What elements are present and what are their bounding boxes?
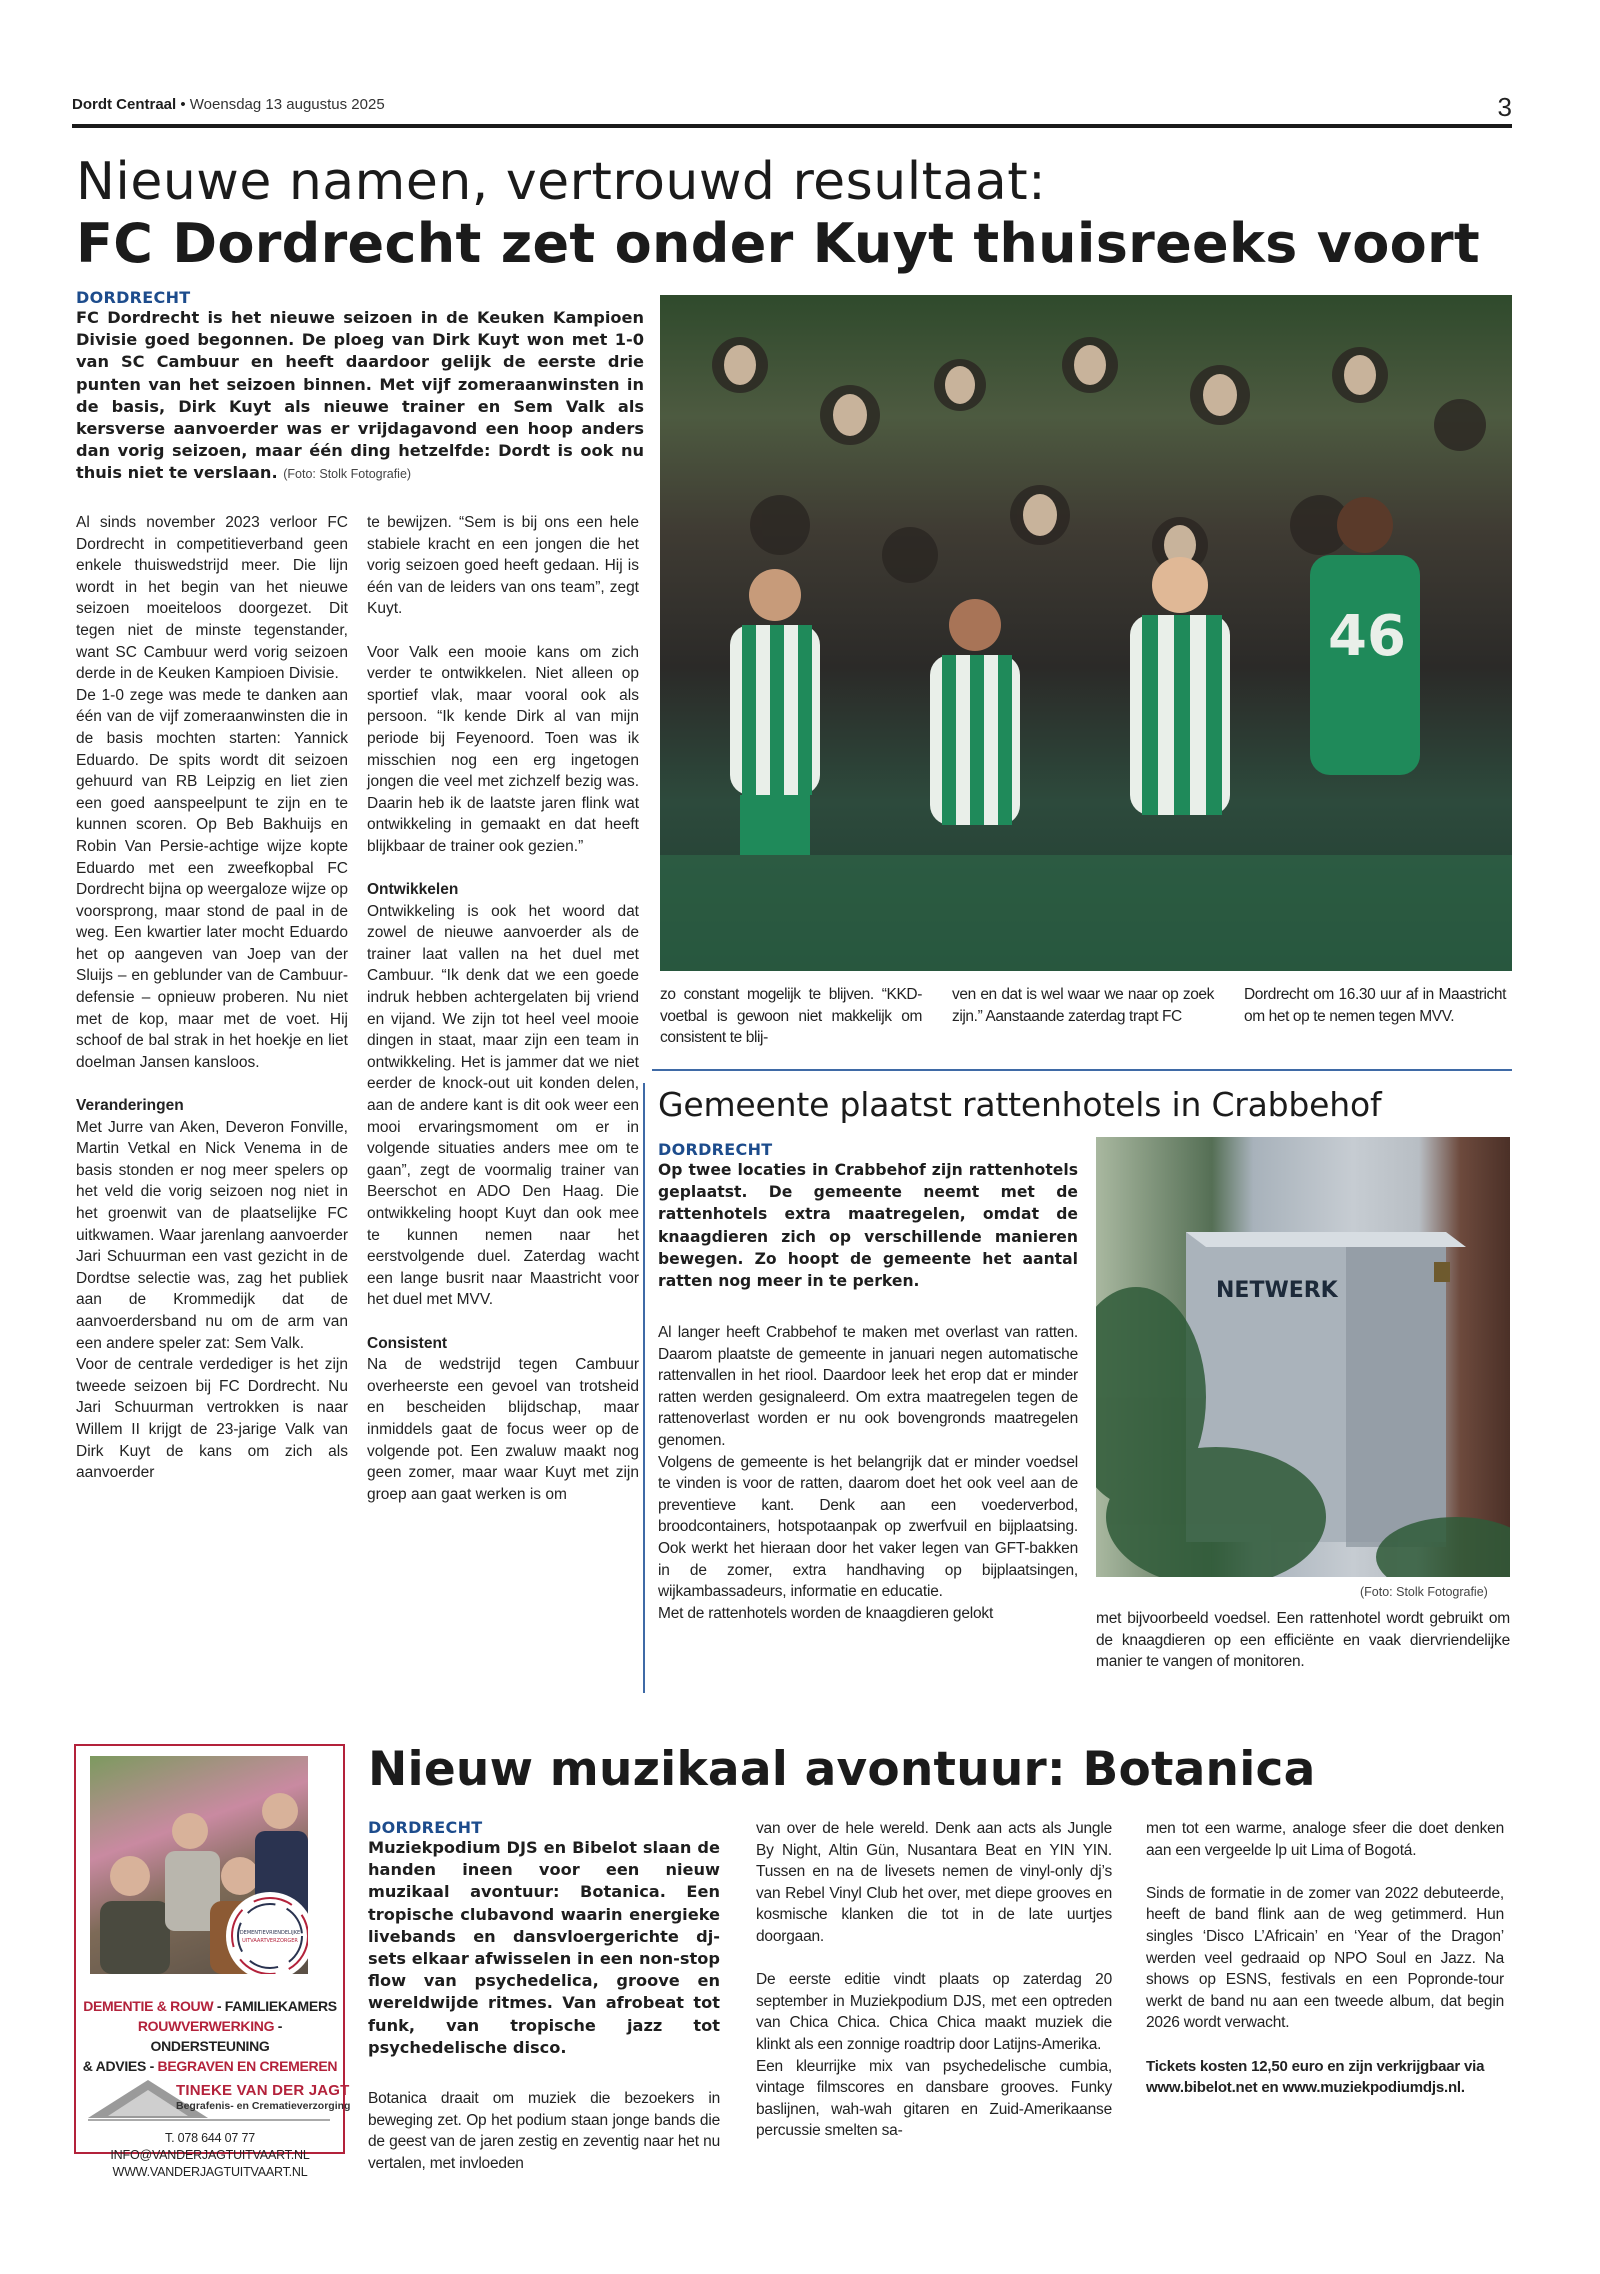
football-column-5: Dordrecht om 16.30 uur af in Maastricht om het op te nemen tegen MVV.	[1244, 986, 1506, 1025]
football-subhead-ontwikkelen: Ontwikkelen	[367, 881, 459, 899]
ad-company-name: TINEKE VAN DER JAGT	[176, 2082, 350, 2099]
rats-body	[658, 1322, 1078, 1624]
football-intro	[76, 288, 644, 486]
ad-email[interactable]: INFO@VANDERJAGTUITVAART.NL	[110, 2148, 310, 2162]
rats-photo-credit: (Foto: Stolk Fotografie)	[1360, 1585, 1488, 1599]
football-column-2	[367, 512, 639, 1505]
section-divider	[652, 1069, 1512, 1071]
masthead	[72, 96, 1512, 126]
rats-p3: Met de rattenhotels worden de knaagdieren gelokt	[658, 1604, 994, 1622]
svg-text:UITVAARTVERZORGER: UITVAARTVERZORGER	[242, 1938, 298, 1944]
football-kicker: DORDRECHT	[76, 288, 191, 307]
ad-contact	[80, 2130, 340, 2181]
football-subhead-veranderingen: Veranderingen	[76, 1097, 184, 1115]
music-kicker: DORDRECHT	[368, 1818, 483, 1837]
rats-headline: Gemeente plaatst rattenhotels in Crabbehof	[658, 1085, 1382, 1124]
rat-hotel-image-icon	[1096, 1137, 1510, 1577]
football-celebration-image-icon	[660, 295, 1512, 971]
music-p6: Sinds de formatie in de zomer van 2022 debuteerde, heeft de band flink aan de weg getimmerd. Hun singles ‘Disco L’Africain’ en ‘Year of the Dragon’ werden veel gedraaid op NPO Soul en Jazz. Na shows op ESNS, festivals en een Popronde-tour werkt de band nu aan een tweede album, dat begin 2026 wordt verwacht.	[1146, 1884, 1504, 2032]
ad-company-tagline: Begrafenis- en Crematieverzorging	[176, 2100, 351, 2112]
football-col2-p4: Na de wedstrijd tegen Cambuur overheerste een gevoel van trotsheid en bescheiden blijdschap, maar inmiddels gaat de focus weer op de volgende pot. Een zwaluw maakt nog geen zomer, maar waar Kuyt met zijn groep aan gaat werken is om	[367, 1356, 639, 1503]
football-headline-line2: FC Dordrecht zet onder Kuyt thuisreeks voort	[76, 212, 1481, 275]
music-p2: van over de hele wereld. Denk aan acts als Jungle By Night, Altin Gün, Nusantara Beat en YIN YIN. Tussen en na de livesets nemen de vinyl-only dj’s van Rebel Vinyl Club het over, met diepe grooves en kosmische klanken die tot in de late uurtjes doorgaan.	[756, 1820, 1112, 1945]
football-col1-p1: Al sinds november 2023 verloor FC Dordrecht in competitieverband geen enkele thuiswedstrijd meer. Die lijn wordt in het begin van het nieuwe seizoen moeiteloos doorgezet. Dit tegen niet de minste tegenstander, want SC Cambuur werd vorig seizoen derde in de Keuken Kampioen Divisie.	[76, 514, 348, 683]
rats-p4: met bijvoorbeeld voedsel. Een rattenhotel wordt gebruikt om de knaagdieren op een efficiënte en vaak diervriendelijke manier te vangen of monitoren.	[1096, 1610, 1510, 1671]
football-col1-p2: De 1-0 zege was mede te danken aan één van de vijf zomeraanwinsten die in de basis mochten starten: Yannick Eduardo. De spits wordt dit seizoen gehuurd van RB Leipzig en liet zien een goed aanspeelpunt te zijn en te kunnen scoren. Op Beb Bakhuijs en Robin Van Persie-achtige wijze kopte Eduardo met een zweefkopbal FC Dordrecht bijna op weergaloze wijze op voorsprong, maar stond de paal in de weg. Een kwartier later mocht Eduardo het op aangeven van Joep van der Sluijs – en geblunder van de Cambuur-defensie – opnieuw proberen. Nu niet met de kop, maar met de voet. Hij schoof de bal strak in het hoekje en liet doelman Jansen kansloos.	[76, 686, 348, 1071]
rats-intro	[658, 1140, 1078, 1292]
ad-service-rouwverwerking: ROUWVERWERKING	[137, 2018, 275, 2034]
music-column-3	[1146, 1818, 1504, 2099]
rats-kicker: DORDRECHT	[658, 1140, 773, 1159]
football-lead	[76, 307, 644, 486]
header-rule	[72, 124, 1512, 128]
rats-p2: Volgens de gemeente is het belangrijk dat er minder voedsel te vinden is voor de ratten, daarom doet het ook veel aan de preventieve kant. Denk aan een voederverbod, broodcontainers, hotspotaanpak op zwerfvuil en bijplaatsing. Ook werkt het hieraan door het vaker legen van GFT-bakken in de zomer, extra handhaving op bijplaatsingen, wijkambassadeurs, informatie en educatie.	[658, 1453, 1078, 1601]
page-number: 3	[1497, 92, 1512, 122]
football-column-3: zo constant mogelijk te blijven. “KKD-voetbal is gewoon niet makkelijk om consistent te blij-	[660, 986, 922, 1047]
football-col2-p2: Voor Valk een mooie kans om zich verder te ontwikkelen. Niet alleen op sportief vlak, maar vooral ook als persoon. “Ik kende Dirk al van mijn periode bij Feyenoord. Toen was ik misschien nog een erg ingetogen jongen die veel met zichzelf bezig was. Daarin heb ik de laatste jaren flink wat ontwikkeling in gemaakt en dat heeft blijkbaar de trainer ook gezien.”	[367, 643, 639, 855]
football-col1-p4: Voor de centrale verdediger is het zijn tweede seizoen bij FC Dordrecht. Nu Jari Schuurman vertrokken is naar Willem II krijgt de 23-jarige Valk van Dirk Kuyt de kans om zich als aanvoerder	[76, 1356, 348, 1482]
ad-service-begraven: BEGRAVEN EN CREMEREN	[157, 2058, 338, 2074]
music-p4: Een kleurrijke mix van psychedelische cumbia, vintage filmscores en dansbare grooves. Funky baslijnen, wah-wah gitaren en Zuid-Amerikaanse percussie smelten sa-	[756, 2057, 1112, 2140]
svg-text:46: 46	[1328, 604, 1406, 669]
ad-services	[80, 1996, 340, 2076]
football-col1-p3: Met Jurre van Aken, Deveron Fonville, Martin Vetkal en Nick Venema in de basis stonden er nog meer spelers op het veld die vorig seizoen nog niet in het groenwit van de plaatselijke FC uitkwamen. Waar jarenlang aanvoerder Jari Schuurman een vast gezicht in de Dordtse selectie was, zag het publiek aan de Krommedijk dat de aanvoerdersband nu om de arm van een andere speler zat: Sem Valk.	[76, 1118, 348, 1352]
ad-service-dementie: DEMENTIE & ROUW	[83, 1998, 214, 2014]
football-column-1	[76, 512, 348, 1484]
music-tickets: Tickets kosten 12,50 euro en zijn verkrijgbaar via www.bibelot.net en www.muziekpodiumdjs.nl.	[1146, 2057, 1485, 2097]
svg-text:DEMENTIEVRIENDELIJKE: DEMENTIEVRIENDELIJKE	[239, 1930, 301, 1936]
masthead-separator: •	[180, 96, 186, 113]
ad-phone[interactable]: T. 078 644 07 77	[165, 2131, 255, 2145]
football-lead-text: FC Dordrecht is het nieuwe seizoen in de Keuken Kampioen Divisie goed begonnen. De ploeg van Dirk Kuyt won met 1-0 van SC Cambuur en heeft daardoor gelijk de eerste drie punten van het seizoen binnen. Met vijf zomeraanwinsten in de basis, Dirk Kuyt als nieuwe trainer en Sem Valk als kersverse aanvoerder was er vrijdagavond een hoop anders dan vorig seizoen, maar één ding hetzelfde: Dordt is ook nu thuis niet te verslaan.	[76, 308, 644, 483]
issue-date: Woensdag 13 augustus 2025	[189, 96, 385, 113]
rats-p1: Al langer heeft Crabbehof te maken met overlast van ratten. Daarom plaatste de gemeente in januari negen automatische rattenvallen in het riool. Daardoor leek het erop dat er minder ratten werden gesignaleerd. Om extra maatregelen tegen de rattenoverlast worden er nu ook bovengronds maatregelen genomen.	[658, 1324, 1078, 1449]
football-subhead-consistent: Consistent	[367, 1334, 448, 1352]
football-photo	[660, 295, 1512, 971]
football-photo-credit: (Foto: Stolk Fotografie)	[283, 467, 412, 482]
music-lead: Muziekpodium DJS en Bibelot slaan de handen ineen voor een nieuw muzikaal avontuur: Botanica. Een tropische clubavond waarin energieke livebands en dansvloergerichte dj-sets elkaar afwisselen in een non-stop flow van psychedelica, groove en wereldwijde ritmes. Van afrobeat tot funk, van tropische jazz tot psychedelische disco.	[368, 1838, 720, 2057]
rat-hotel-photo	[1096, 1137, 1510, 1577]
ad-people-image-icon	[90, 1756, 308, 1974]
svg-text:NETWERK: NETWERK	[1216, 1278, 1338, 1303]
ad-service-advies: & ADVIES -	[82, 2058, 158, 2074]
football-col2-p3: Ontwikkeling is ook het woord dat zowel de nieuwe aanvoerder als de trainer laat vallen na het duel met Cambuur. “Ik denk dat we een goede indruk hebben achtergelaten bij vriend en vijand. We zijn tot heel veel mooie dingen in staat, maar zijn een team in ontwikkeling. Het is jammer dat we niet eerder de knock-out uit konden delen, aan de andere kant is dit ook weer een mooi ervaringsmoment om er in volgende situaties anders mee om te gaan”, zegt de voormalig trainer van Beerschot en ADO Den Haag. Die ontwikkeling hoopt Kuyt dan ook mee te kunnen nemen naar het eerstvolgende duel. Zaterdag wacht een lange busrit naar Maastricht voor het duel met MVV.	[367, 902, 639, 1309]
football-col2-p1: te bewijzen. “Sem is bij ons een hele stabiele kracht en een jongen die het vorig seizoen goed heeft gedaan. Hij is één van de leiders van ons team”, zegt Kuyt.	[367, 514, 639, 618]
rats-lead: Op twee locaties in Crabbehof zijn rattenhotels geplaatst. De gemeente neemt met de rattenhotels extra maatregelen, omdat de knaagdieren zich op verschillende manieren bewegen. Zo hoopt de gemeente het aantal ratten nog meer in te perken.	[658, 1161, 1078, 1291]
ad-website[interactable]: WWW.VANDERJAGTUITVAART.NL	[112, 2165, 308, 2179]
ad-service-familiekamers: - FAMILIEKAMERS	[213, 1998, 337, 2014]
ad-service-ondersteuning: - ONDERSTEUNING	[150, 2018, 283, 2054]
publication-name: Dordt Centraal	[72, 96, 177, 113]
column-divider	[643, 1083, 645, 1693]
football-column-4: ven en dat is wel waar we naar op zoek zijn.” Aanstaande zaterdag trapt FC	[952, 986, 1214, 1025]
music-intro	[368, 1818, 720, 2059]
music-p5: men tot een warme, analoge sfeer die doet denken aan een vergeelde lp uit Lima of Bogotá.	[1146, 1820, 1504, 1859]
music-column-2	[756, 1818, 1112, 2142]
ad-team-photo	[90, 1756, 308, 1974]
music-headline: Nieuw muzikaal avontuur: Botanica	[368, 1742, 1316, 1797]
music-p1: Botanica draait om muziek die bezoekers in beweging zet. Op het podium staan jonge bands die de geest van de jaren zestig en zeventig naar het nu vertalen, met invloeden	[368, 2090, 720, 2172]
football-headline-line1: Nieuwe namen, vertrouwd resultaat:	[76, 152, 1047, 212]
music-p3: De eerste editie vindt plaats op zaterdag 20 september in Muziekpodium DJS, met een optreden van Chica Chica. Chica Chica maakt muziek die klinkt als een zonnige roadtrip door Latijns-Amerika.	[756, 1971, 1112, 2053]
